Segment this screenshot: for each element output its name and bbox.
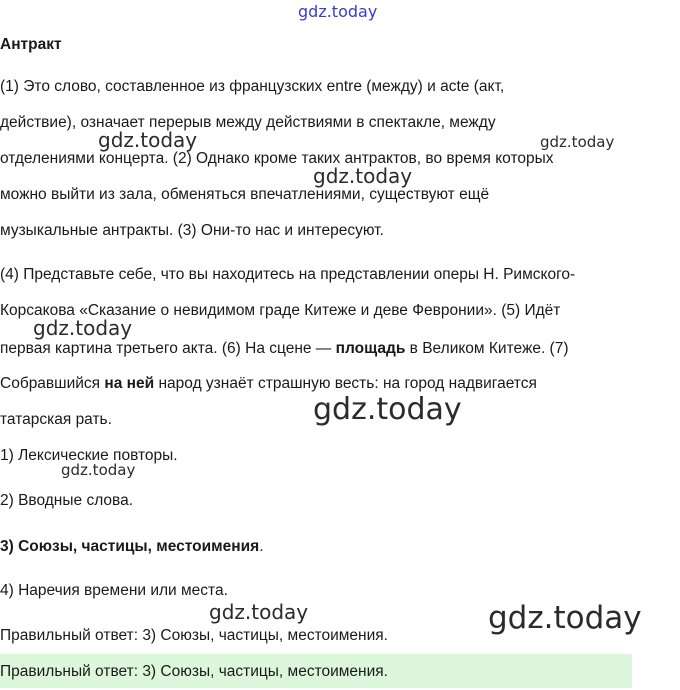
p2-line-1: (4) Представьте себе, что вы находитесь на представлении оперы Н. Римского- bbox=[0, 266, 576, 283]
option-4: 4) Наречия времени или места. bbox=[0, 582, 228, 599]
p2-line-3 bbox=[0, 340, 569, 358]
option-3-text: 3) Союзы, частицы, местоимения bbox=[0, 538, 260, 555]
watermark: gdz.today bbox=[540, 133, 615, 151]
p2-line-3-text-a: первая картина третьего акта. (6) На сцене — bbox=[0, 340, 336, 357]
p2-bold-word-square: площадь bbox=[335, 340, 406, 357]
watermark: gdz.today bbox=[313, 392, 462, 427]
watermark-top: gdz.today bbox=[298, 2, 378, 21]
watermark: gdz.today bbox=[209, 600, 309, 624]
p2-line-4-text-a: Собравшийся bbox=[0, 375, 105, 392]
answer-text: Правильный ответ: 3) Союзы, частицы, местоимения. bbox=[0, 627, 388, 644]
option-3 bbox=[0, 538, 264, 556]
answer-highlighted-text: Правильный ответ: 3) Союзы, частицы, местоимения. bbox=[0, 663, 388, 680]
option-2: 2) Вводные слова. bbox=[0, 492, 134, 509]
p1-line-4: можно выйти из зала, обменяться впечатлениями, существуют ещё bbox=[0, 186, 490, 203]
watermark: gdz.today bbox=[488, 600, 642, 636]
watermark: gdz.today bbox=[313, 164, 413, 188]
p1-line-1: (1) Это слово, составленное из французских entre (между) и acte (акт, bbox=[0, 78, 505, 95]
watermark: gdz.today bbox=[98, 128, 198, 152]
p1-line-2: действие), означает перерыв между действиями в спектакле, между bbox=[0, 114, 496, 131]
p1-line-3: отделениями концерта. (2) Однако кроме таких антрактов, во время которых bbox=[0, 150, 554, 167]
p2-line-3-text-c: в Великом Китеже. (7) bbox=[405, 340, 569, 357]
p1-line-5: музыкальные антракты. (3) Они-то нас и интересуют. bbox=[0, 222, 384, 239]
p2-line-4 bbox=[0, 375, 537, 393]
p2-line-4-text-c: народ узнаёт страшную весть: на город надвигается bbox=[154, 375, 537, 392]
option-3-period: . bbox=[259, 538, 264, 555]
option-1: 1) Лексические повторы. bbox=[0, 447, 178, 464]
p2-bold-phrase-on-it: на ней bbox=[104, 375, 155, 392]
p2-line-2: Корсакова «Сказание о невидимом граде Китеже и деве Февронии». (5) Идёт bbox=[0, 302, 561, 319]
p2-line-5: татарская рать. bbox=[0, 411, 112, 428]
watermark: gdz.today bbox=[33, 316, 133, 340]
page-title: Антракт bbox=[0, 36, 62, 53]
watermark: gdz.today bbox=[61, 461, 136, 479]
